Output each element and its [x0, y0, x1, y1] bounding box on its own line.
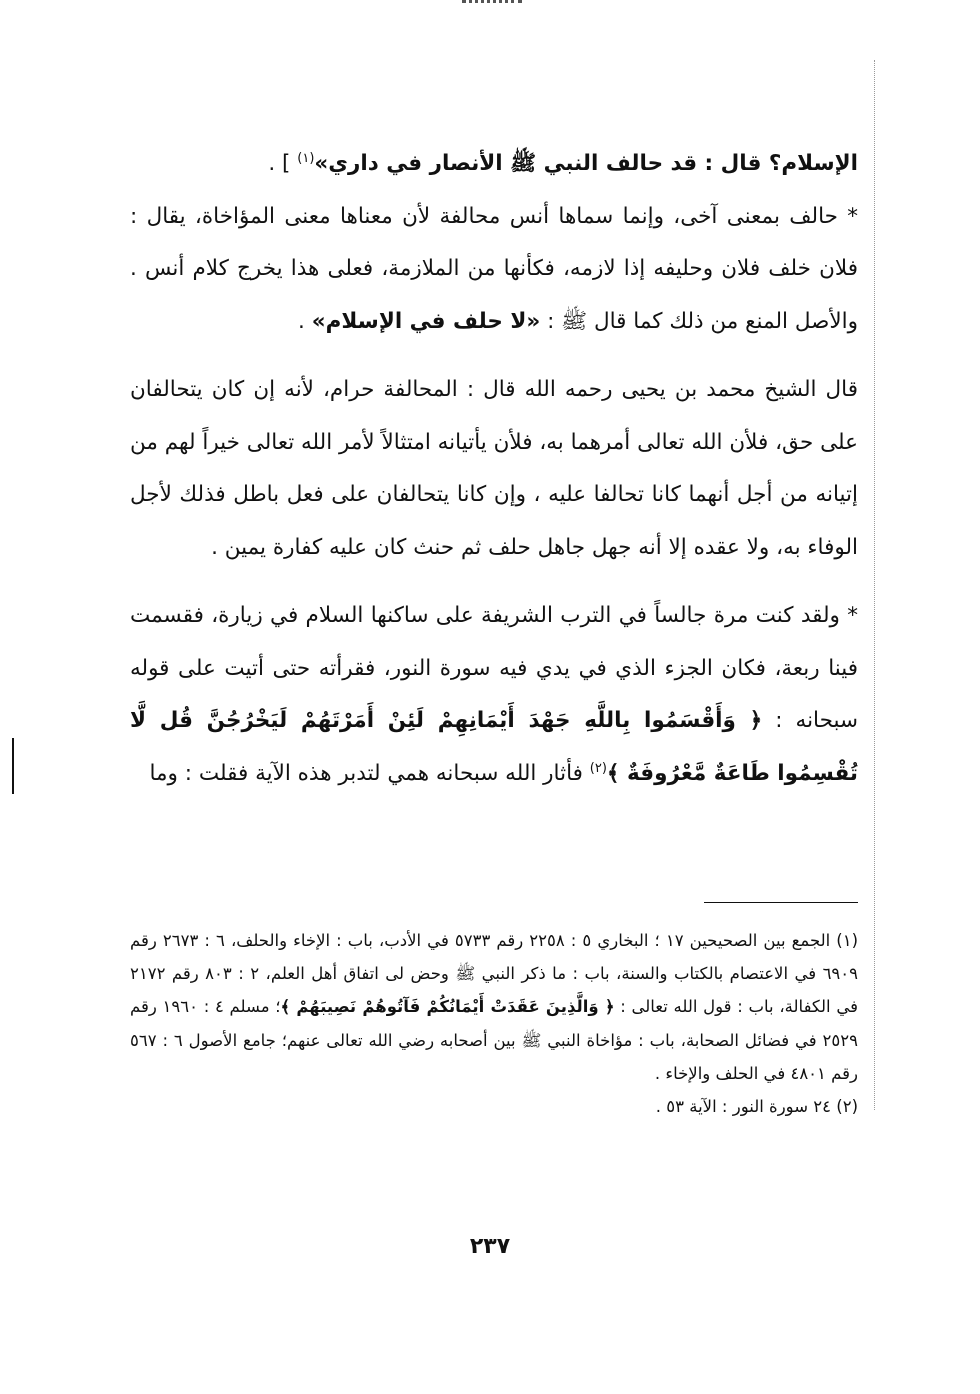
footnote-1-verse: ﴿ وَالَّذِينَ عَقَدَتْ أَيْمَانُكُمْ فَآتُوهُمْ نَصِيبَهُمْ ﴾: [280, 997, 615, 1017]
footnote-separator: [704, 902, 858, 903]
p2-end: .: [298, 308, 312, 334]
page-number: ٢٣٧: [469, 1234, 511, 1259]
footnote-1-text-b: ؛ مسلم ٤ : ١٩٦٠ رقم ٢٥٢٩ في فضائل الصحابة، باب : مؤاخاة النبي ﷺ بين أصحابه رضي الله تعالى عنهم؛ جامع الأصول ٦ : ٥٦٧ رقم ٤٨٠١ في الحلف والإخاء .: [130, 997, 858, 1083]
p1-end: ] .: [268, 151, 298, 176]
footnote-2: (٢) ٢٤ سورة النور : الآية ٥٣ .: [655, 1097, 858, 1117]
p4-end: فأثار الله سبحانه همي لتدبر هذه الآية فقلت : وما: [149, 760, 590, 786]
p4-text: * ولقد كنت مرة جالساً في الترب الشريفة على ساكنها السلام في زيارة، فقسمت فينا ربعة، فكان الجزء الذي في يدي فيه سورة النور، فقرأته حتى أتيت على قوله سبحانه :: [130, 603, 858, 733]
main-text: [130, 138, 858, 800]
footnotes: [130, 924, 858, 1123]
p2-text: * حالف بمعنى آخى، وإنما سماها أنس محالفة لأن معناها معنى المؤاخاة، يقال : فلان خلف فلان وحليفه إذا لازمه، فكأنها من الملازمة، فعلى هذا يخرج كلام أنس . والأصل المنع من ذلك كما قال ﷺ :: [130, 203, 858, 334]
p4-quran-verse: ﴿ وَأَقْسَمُوا بِاللَّهِ جَهْدَ أَيْمَانِهِمْ لَئِنْ أَمَرْتَهُمْ لَيَخْرُجُنَّ قُل لَّا تُقْسِمُوا طَاعَةٌ مَّعْرُوفَةٌ ﴾: [130, 708, 858, 786]
paragraph-1: [130, 138, 858, 191]
footnote-1: [130, 924, 858, 1090]
margin-mark: [12, 738, 14, 794]
footnote-ref-2[interactable]: (٢): [589, 760, 607, 776]
paragraph-3: قال الشيخ محمد بن يحيى رحمه الله قال : المحالفة حرام، لأنه إن كان يتحالفان على حق، فلأن الله تعالى أمرهما به، فلأن يأتيانه امتثالاً لأمر الله تعالى خيراً لهم من إتيانه من أجل أنهما كانا تحالفا عليه ، وإن كانا يتحالفان على فعل باطل فذلك لأجل الوفاء به، ولا عقده إلا أنه جهل جاهل حلف ثم حنث كان عليه كفارة يمين .: [130, 377, 858, 560]
footnote-1-text-a: (١) الجمع بين الصحيحين ١٧ ؛ البخاري ٥ : ٢٢٥٨ رقم ٥٧٣٣ في الأدب، باب : الإخاء والحلف، ٦ : ٢٦٧٣ رقم ٦٩٠٩ في الاعتصام بالكتاب والسنة، باب : ما ذكر النبي ﷺ وحض لى اتفاق أهل العلم، ٢ : ٨٠٣ رقم ٢١٧٢ في الكفالة، باب : قول الله تعالى :: [130, 931, 859, 1017]
footnote-ref-1[interactable]: (١): [297, 150, 315, 166]
p2-hadith-quote: «لا حلف في الإسلام»: [311, 308, 541, 334]
top-edge-marks: [462, 0, 522, 9]
paragraph-4: [130, 590, 858, 800]
paragraph-2: [130, 191, 858, 349]
side-dotted-rule: [874, 60, 875, 1110]
p1-text: الإسلام؟ قال : قد حالف النبي ﷺ الأنصار في داري»: [314, 151, 858, 176]
